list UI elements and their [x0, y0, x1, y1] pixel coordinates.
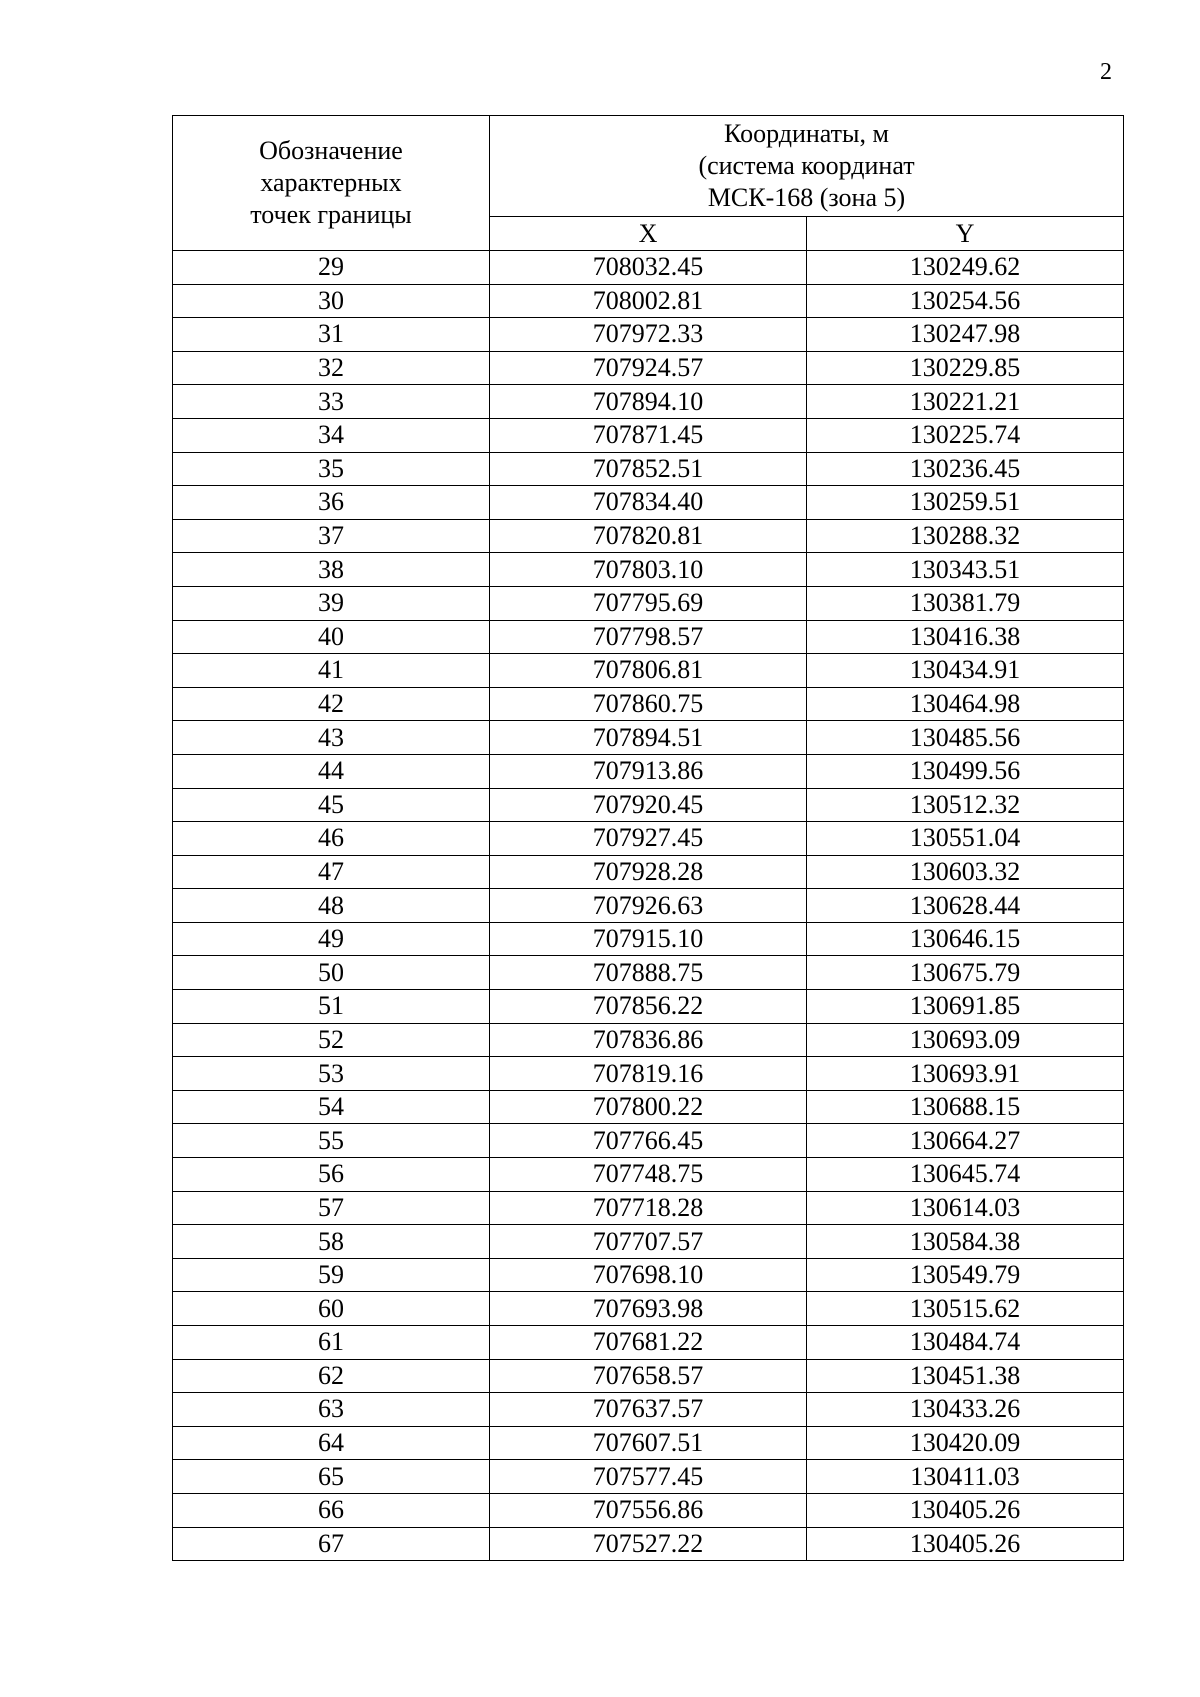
y-cell: 130225.74 [807, 418, 1124, 452]
point-cell: 55 [173, 1124, 490, 1158]
x-cell: 707607.51 [490, 1426, 807, 1460]
point-cell: 43 [173, 721, 490, 755]
point-cell: 60 [173, 1292, 490, 1326]
point-cell: 40 [173, 620, 490, 654]
table-row [173, 1057, 1124, 1091]
x-cell: 707888.75 [490, 956, 807, 990]
point-cell: 37 [173, 519, 490, 553]
y-cell: 130499.56 [807, 754, 1124, 788]
point-cell: 39 [173, 586, 490, 620]
x-cell: 707718.28 [490, 1191, 807, 1225]
table-row [173, 754, 1124, 788]
point-cell: 29 [173, 251, 490, 285]
x-cell: 708002.81 [490, 284, 807, 318]
table-row [173, 1124, 1124, 1158]
y-cell: 130688.15 [807, 1090, 1124, 1124]
y-cell: 130551.04 [807, 822, 1124, 856]
table-row [173, 1426, 1124, 1460]
point-cell: 46 [173, 822, 490, 856]
y-cell: 130549.79 [807, 1258, 1124, 1292]
table-row [173, 519, 1124, 553]
y-cell: 130512.32 [807, 788, 1124, 822]
table-row [173, 1359, 1124, 1393]
table-row [173, 284, 1124, 318]
y-cell: 130675.79 [807, 956, 1124, 990]
designation-header [173, 116, 490, 251]
y-cell: 130584.38 [807, 1225, 1124, 1259]
designation-header-line: характерных [260, 168, 402, 197]
point-cell: 54 [173, 1090, 490, 1124]
table-row [173, 1191, 1124, 1225]
y-cell: 130259.51 [807, 486, 1124, 520]
x-cell: 707637.57 [490, 1393, 807, 1427]
point-cell: 35 [173, 452, 490, 486]
x-cell: 707707.57 [490, 1225, 807, 1259]
table-row [173, 1460, 1124, 1494]
point-cell: 50 [173, 956, 490, 990]
coordinates-header-line: Координаты, м [724, 118, 889, 148]
y-column-header: Y [807, 216, 1124, 250]
y-cell: 130405.26 [807, 1493, 1124, 1527]
table-row [173, 788, 1124, 822]
point-cell: 67 [173, 1527, 490, 1561]
table-row [173, 418, 1124, 452]
table-row [173, 251, 1124, 285]
y-cell: 130691.85 [807, 990, 1124, 1024]
x-cell: 707803.10 [490, 553, 807, 587]
x-cell: 707926.63 [490, 889, 807, 923]
coordinates-table [172, 115, 1124, 1561]
x-cell: 707766.45 [490, 1124, 807, 1158]
point-cell: 52 [173, 1023, 490, 1057]
point-cell: 63 [173, 1393, 490, 1427]
x-cell: 707972.33 [490, 318, 807, 352]
y-cell: 130411.03 [807, 1460, 1124, 1494]
table-row [173, 1393, 1124, 1427]
y-cell: 130254.56 [807, 284, 1124, 318]
table-row [173, 855, 1124, 889]
point-cell: 33 [173, 385, 490, 419]
y-cell: 130416.38 [807, 620, 1124, 654]
table-row [173, 654, 1124, 688]
y-cell: 130221.21 [807, 385, 1124, 419]
point-cell: 34 [173, 418, 490, 452]
point-cell: 65 [173, 1460, 490, 1494]
table-row [173, 1493, 1124, 1527]
coordinates-header [490, 116, 1124, 217]
table-row [173, 1023, 1124, 1057]
table-row [173, 318, 1124, 352]
y-cell: 130693.09 [807, 1023, 1124, 1057]
x-cell: 707915.10 [490, 922, 807, 956]
designation-header-line: точек границы [250, 200, 412, 229]
y-cell: 130484.74 [807, 1326, 1124, 1360]
y-cell: 130343.51 [807, 553, 1124, 587]
point-cell: 30 [173, 284, 490, 318]
x-cell: 707556.86 [490, 1493, 807, 1527]
table-row [173, 1527, 1124, 1561]
table-body [173, 251, 1124, 1561]
x-cell: 707798.57 [490, 620, 807, 654]
x-cell: 707806.81 [490, 654, 807, 688]
table-row [173, 1225, 1124, 1259]
table-row [173, 990, 1124, 1024]
x-cell: 707928.28 [490, 855, 807, 889]
x-cell: 707800.22 [490, 1090, 807, 1124]
y-cell: 130485.56 [807, 721, 1124, 755]
x-cell: 707748.75 [490, 1158, 807, 1192]
y-cell: 130693.91 [807, 1057, 1124, 1091]
point-cell: 48 [173, 889, 490, 923]
y-cell: 130420.09 [807, 1426, 1124, 1460]
x-cell: 707658.57 [490, 1359, 807, 1393]
y-cell: 130405.26 [807, 1527, 1124, 1561]
x-cell: 707913.86 [490, 754, 807, 788]
x-cell: 707698.10 [490, 1258, 807, 1292]
table-row [173, 553, 1124, 587]
point-cell: 38 [173, 553, 490, 587]
table-row [173, 922, 1124, 956]
table-row [173, 956, 1124, 990]
point-cell: 62 [173, 1359, 490, 1393]
point-cell: 47 [173, 855, 490, 889]
y-cell: 130451.38 [807, 1359, 1124, 1393]
point-cell: 49 [173, 922, 490, 956]
table-row [173, 586, 1124, 620]
point-cell: 64 [173, 1426, 490, 1460]
table-row [173, 1292, 1124, 1326]
point-cell: 42 [173, 687, 490, 721]
point-cell: 57 [173, 1191, 490, 1225]
x-cell: 707856.22 [490, 990, 807, 1024]
x-cell: 708032.45 [490, 251, 807, 285]
point-cell: 36 [173, 486, 490, 520]
table-row [173, 620, 1124, 654]
x-cell: 707693.98 [490, 1292, 807, 1326]
point-cell: 51 [173, 990, 490, 1024]
y-cell: 130603.32 [807, 855, 1124, 889]
y-cell: 130664.27 [807, 1124, 1124, 1158]
y-cell: 130646.15 [807, 922, 1124, 956]
y-cell: 130288.32 [807, 519, 1124, 553]
table-row [173, 1258, 1124, 1292]
point-cell: 53 [173, 1057, 490, 1091]
x-cell: 707681.22 [490, 1326, 807, 1360]
point-cell: 45 [173, 788, 490, 822]
table-row [173, 889, 1124, 923]
x-cell: 707820.81 [490, 519, 807, 553]
point-cell: 44 [173, 754, 490, 788]
x-cell: 707577.45 [490, 1460, 807, 1494]
x-cell: 707894.10 [490, 385, 807, 419]
y-cell: 130236.45 [807, 452, 1124, 486]
x-cell: 707920.45 [490, 788, 807, 822]
y-cell: 130229.85 [807, 351, 1124, 385]
y-cell: 130515.62 [807, 1292, 1124, 1326]
table-row [173, 1090, 1124, 1124]
x-cell: 707527.22 [490, 1527, 807, 1561]
table-row [173, 822, 1124, 856]
table-row [173, 385, 1124, 419]
y-cell: 130433.26 [807, 1393, 1124, 1427]
table-row [173, 721, 1124, 755]
y-cell: 130434.91 [807, 654, 1124, 688]
point-cell: 58 [173, 1225, 490, 1259]
table-row [173, 351, 1124, 385]
y-cell: 130628.44 [807, 889, 1124, 923]
coordinates-header-line: (система координат [698, 150, 915, 180]
point-cell: 31 [173, 318, 490, 352]
coordinates-header-line: МСК-168 (зона 5) [707, 182, 906, 212]
x-cell: 707834.40 [490, 486, 807, 520]
point-cell: 41 [173, 654, 490, 688]
point-cell: 59 [173, 1258, 490, 1292]
table-row [173, 1158, 1124, 1192]
designation-header-line: Обозначение [259, 136, 403, 165]
x-cell: 707924.57 [490, 351, 807, 385]
x-cell: 707927.45 [490, 822, 807, 856]
table-row [173, 486, 1124, 520]
y-cell: 130249.62 [807, 251, 1124, 285]
x-cell: 707871.45 [490, 418, 807, 452]
table-header [173, 116, 1124, 251]
y-cell: 130247.98 [807, 318, 1124, 352]
table-row [173, 687, 1124, 721]
x-cell: 707852.51 [490, 452, 807, 486]
point-cell: 66 [173, 1493, 490, 1527]
y-cell: 130645.74 [807, 1158, 1124, 1192]
point-cell: 61 [173, 1326, 490, 1360]
y-cell: 130381.79 [807, 586, 1124, 620]
x-cell: 707860.75 [490, 687, 807, 721]
table-row [173, 1326, 1124, 1360]
page-number: 2 [1100, 59, 1112, 85]
x-cell: 707836.86 [490, 1023, 807, 1057]
x-column-header: X [490, 216, 807, 250]
point-cell: 32 [173, 351, 490, 385]
table-row [173, 452, 1124, 486]
x-cell: 707894.51 [490, 721, 807, 755]
x-cell: 707819.16 [490, 1057, 807, 1091]
y-cell: 130464.98 [807, 687, 1124, 721]
y-cell: 130614.03 [807, 1191, 1124, 1225]
point-cell: 56 [173, 1158, 490, 1192]
x-cell: 707795.69 [490, 586, 807, 620]
